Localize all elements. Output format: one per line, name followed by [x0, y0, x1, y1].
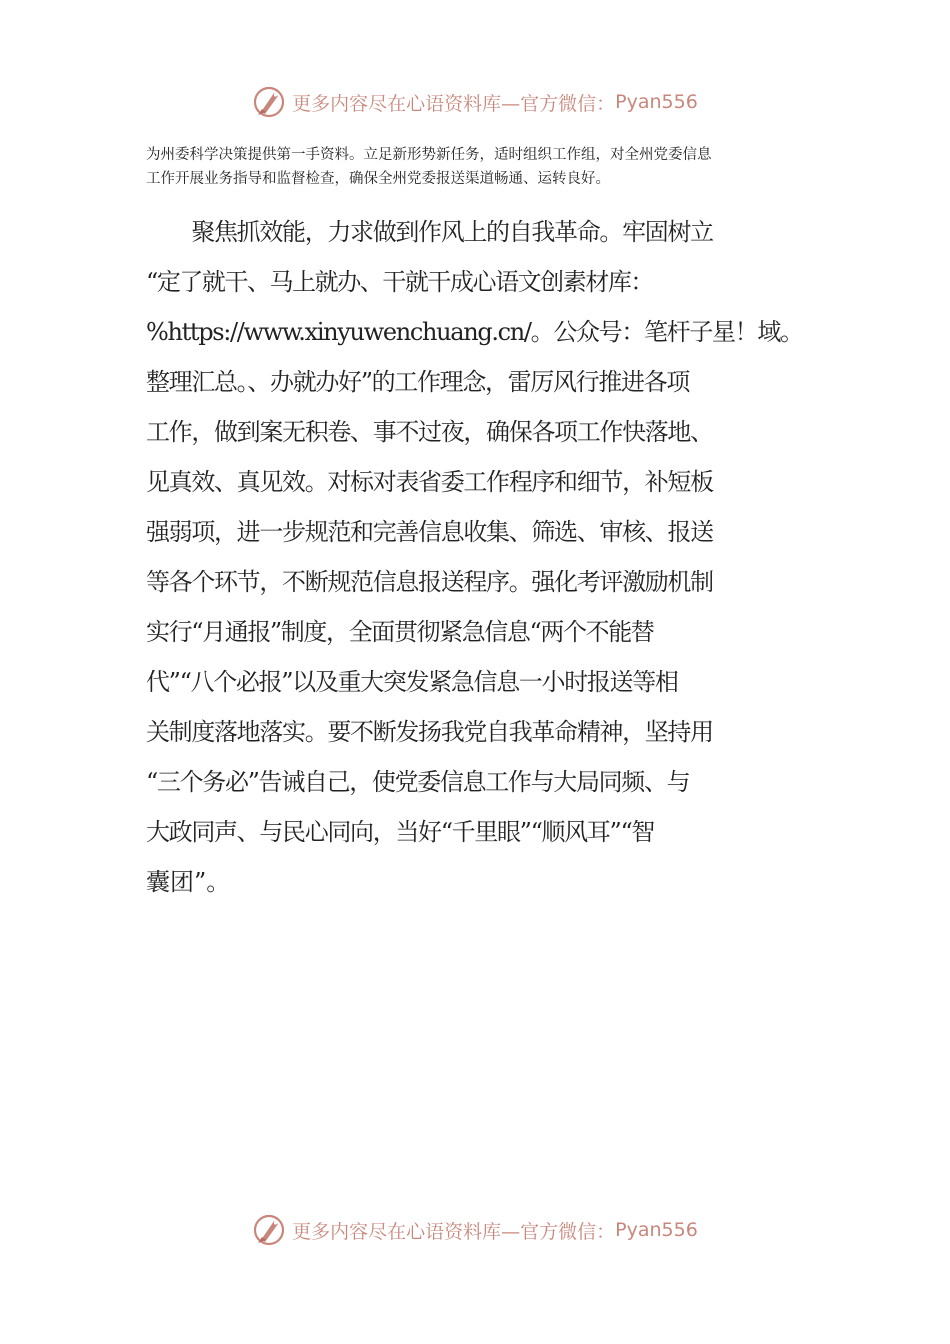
text-line: 工作开展业务指导和监督检查，确保全州党委报送渠道畅通、运转良好。	[146, 171, 610, 187]
text-line: “定了就干、马上就办、干就干成心语文创素材库：	[146, 268, 653, 296]
pen-nib-logo-icon	[252, 85, 286, 119]
text-line: 强弱项，进一步规范和完善信息收集、筛选、审核、报送	[146, 518, 713, 546]
text-line: 为州委科学决策提供第一手资料。立足新形势新任务，适时组织工作组，对全州党委信息	[146, 147, 712, 163]
footer-banner	[0, 1210, 950, 1250]
main-paragraph	[146, 207, 836, 907]
text-line: “三个务必”告诫自己，使党委信息工作与大局同频、与	[146, 768, 690, 796]
banner-wechat-id: Pyan556	[615, 1219, 698, 1241]
text-line: 等各个环节，不断规范信息报送程序。强化考评激励机制	[146, 568, 713, 596]
continuation-paragraph	[146, 143, 814, 191]
text-line: 大政同声、与民心同向，当好“千里眼”“顺风耳”“智	[146, 818, 655, 846]
pen-nib-logo-icon	[252, 1213, 286, 1247]
text-line: 实行“月通报”制度，全面贯彻紧急信息“两个不能替	[146, 618, 654, 646]
banner-text: 更多内容尽在心语资料库—官方微信：	[292, 1220, 616, 1243]
banner-wechat-id: Pyan556	[615, 91, 698, 113]
text-line: 关制度落地落实。要不断发扬我党自我革命精神，坚持用	[146, 718, 713, 746]
text-line: %https://www.xinyuwenchuang.cn/。公众号：笔杆子星！域。	[146, 318, 803, 346]
text-line: 聚焦抓效能，力求做到作风上的自我革命。牢固树立	[146, 218, 713, 246]
text-line: 整理汇总。、办就办好”的工作理念，雷厉风行推进各项	[146, 368, 690, 396]
text-line: 见真效、真见效。对标对表省委工作程序和细节，补短板	[146, 468, 713, 496]
text-line: 代”“八个必报”以及重大突发紧急信息一小时报送等相	[146, 668, 678, 696]
text-line: 囊团”。	[146, 868, 231, 896]
header-banner	[0, 82, 950, 122]
text-line: 工作，做到案无积卷、事不过夜，确保各项工作快落地、	[146, 418, 713, 446]
banner-text: 更多内容尽在心语资料库—官方微信：	[292, 92, 616, 115]
